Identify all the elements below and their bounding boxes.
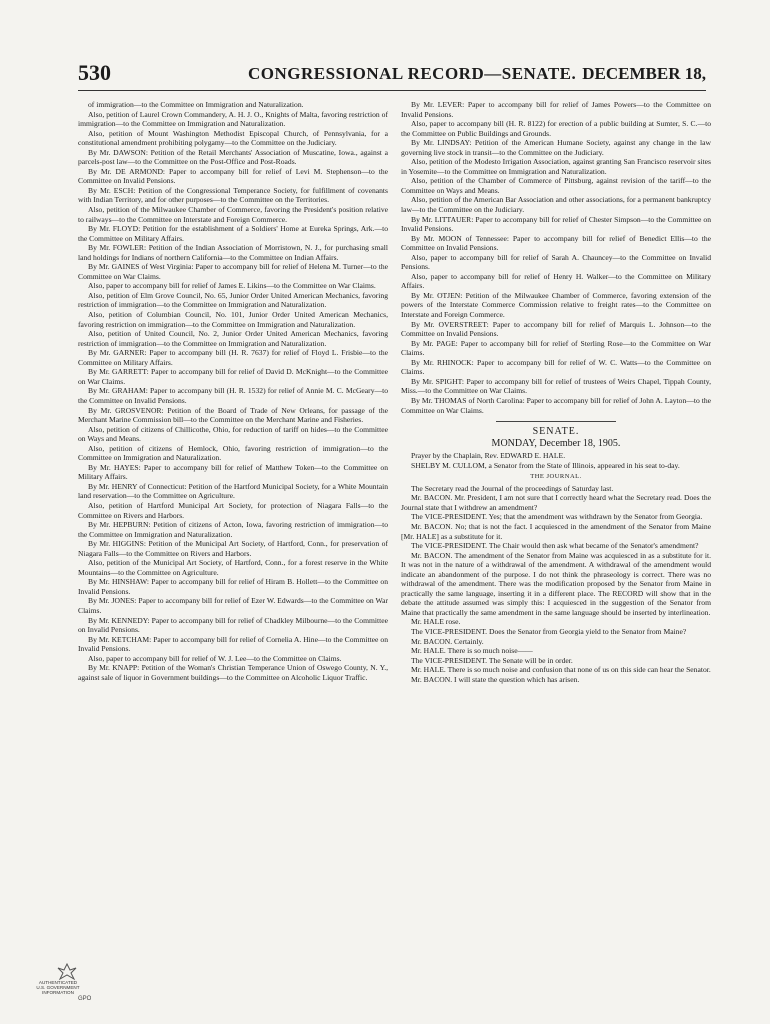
paragraph: Also, petition of the Milwaukee Chamber of Commerce, favoring the President's position relative to railways—to the Committee on Interstate and Foreign Commerce. bbox=[78, 205, 388, 224]
paragraph: Also, petition of Laurel Crown Commandery, A. H. J. O., Knights of Malta, favoring restriction of immigration—to the Committee on Immigration and Naturalization. bbox=[78, 109, 388, 129]
paragraph: By Mr. DE ARMOND: Paper to accompany bill for relief of Levi M. Stephenson—to the Committee on Invalid Pensions. bbox=[78, 166, 388, 186]
seal-text: AUTHENTICATED U.S. GOVERNMENT INFORMATION bbox=[36, 980, 80, 996]
left-column bbox=[78, 100, 388, 682]
paragraph: Also, petition of Mount Washington Methodist Episcopal Church, of Pennsylvania, for a constitutional amendment prohibiting polygamy—to the Committee on the Judiciary. bbox=[78, 128, 388, 148]
paragraph: By Mr. LEVER: Paper to accompany bill for relief of James Powers—to the Committee on Invalid Pensions. bbox=[401, 100, 711, 119]
paragraph: Also, petition of the Modesto Irrigation Association, against granting San Francisco reservoir sites in Yosemite—to the Committee on Immigration and Naturalization. bbox=[401, 157, 711, 176]
paragraph: By Mr. SPIGHT: Paper to accompany bill for relief of trustees of Weirs Chapel, Tippah County, Miss.—to the Committee on War Claims. bbox=[401, 376, 711, 396]
paragraph: Mr. BACON. Mr. President, I am not sure that I correctly heard what the Secretary read. Does the Journal state that I withdrew an amendment? bbox=[401, 493, 711, 512]
paragraph: SHELBY M. CULLOM, a Senator from the State of Illinois, appeared in his seat to-day. bbox=[411, 460, 680, 470]
paragraph: By Mr. KENNEDY: Paper to accompany bill for relief of Chadkley Milbourne—to the Committee on Invalid Pensions. bbox=[78, 615, 388, 635]
paragraph: By Mr. LITTAUER: Paper to accompany bill for relief of Chester Simpson—to the Committee on Invalid Pensions. bbox=[401, 214, 711, 234]
paragraph: Also, paper to accompany bill for relief of Henry H. Walker—to the Committee on Military Affairs. bbox=[401, 271, 711, 291]
paragraph: By Mr. PAGE: Paper to accompany bill for relief of Sterling Rose—to the Committee on War Claims. bbox=[401, 338, 711, 358]
paragraph: Also, paper to accompany bill for relief of W. J. Lee—to the Committee on Claims. bbox=[88, 653, 342, 663]
paragraph: By Mr. GRAHAM: Paper to accompany bill (H. R. 1532) for relief of Annie M. C. McGeary—to the Committee on Invalid Pensions. bbox=[78, 386, 388, 405]
paragraph: Mr. BACON. No; that is not the fact. I acquiesced in the amendment of the Senator from Maine [Mr. HALE] as a substitute for it. bbox=[401, 521, 711, 541]
paragraph: The VICE-PRESIDENT. The Chair would then ask what became of the Senator's amendment? bbox=[411, 541, 699, 551]
paragraph: Also, paper to accompany bill (H. R. 8122) for erection of a public building at Sumter, S. C.—to the Committee on Public Buildings and Grounds. bbox=[401, 119, 711, 138]
paragraph: The VICE-PRESIDENT. The Senate will be in order. bbox=[411, 655, 573, 665]
issue-date: DECEMBER 18, bbox=[582, 64, 706, 83]
paragraph: By Mr. FLOYD: Petition for the establishment of a Soldiers' Home at Eureka Springs, Ark.—to the Committee on Military Affairs. bbox=[78, 224, 388, 243]
paragraph: Mr. HALE. There is so much noise and confusion that none of us on this side can hear the Senator. bbox=[411, 665, 711, 675]
paragraph: Also, petition of the American Bar Association and other associations, for a permanent bankruptcy law—to the Committee on the Judiciary. bbox=[401, 195, 711, 215]
right-column-proceedings bbox=[401, 484, 711, 684]
paragraph: By Mr. OVERSTREET: Paper to accompany bill for relief of Marquis L. Johnson—to the Committee on Invalid Pensions. bbox=[401, 319, 711, 339]
paragraph: By Mr. KETCHAM: Paper to accompany bill for relief of Cornelia A. Hine—to the Committee on Invalid Pensions. bbox=[78, 634, 388, 654]
paragraph: of immigration—to the Committee on Immigration and Naturalization. bbox=[88, 100, 304, 109]
paragraph: By Mr. GARNER: Paper to accompany bill (H. R. 7637) for relief of Floyd L. Frisbie—to the Committee on Military Affairs. bbox=[78, 348, 388, 367]
paragraph: Mr. BACON. The amendment of the Senator from Maine was acquiesced in as a substitute for it. It was not in the nature of a withdrawal of the amendment. A withdrawal of the amendment would indicate an abandonment of the purpose. I do not think the phraseology is correct. There was no withdrawal of the amendment. There was the modification proposed by the Senator from Maine in practically the same language, inserting it in a different place. The RECORD will show that in the debate the attitude assumed was simply this: I acquiesced in the suggestion of the Senator from Maine that practically the same amendment in the same language should be inserted by interlineation. bbox=[401, 550, 711, 617]
right-column bbox=[401, 100, 711, 684]
page-number: 530 bbox=[78, 60, 111, 85]
paragraph: By Mr. JONES: Paper to accompany bill for relief of Ezer W. Edwards—to the Committee on War Claims. bbox=[78, 596, 388, 615]
paragraph: Also, petition of the Chamber of Commerce of Pittsburg, against revision of the tariff—to the Committee on Ways and Means. bbox=[401, 176, 711, 195]
header-rule bbox=[78, 90, 706, 91]
seal-mark: GPO bbox=[78, 996, 92, 1002]
paragraph: Also, paper to accompany bill for relief of James E. Likins—to the Committee on War Claims. bbox=[88, 281, 376, 291]
right-column-petitions bbox=[401, 100, 711, 415]
senate-section-heading bbox=[401, 421, 711, 448]
paragraph: By Mr. KNAPP: Petition of the Woman's Christian Temperance Union of Oswego County, N. Y., against sale of liquor in Government buildings—to the Committee on Alcoholic Liquor Traffic. bbox=[78, 663, 388, 682]
paragraph: By Mr. MOON of Tennessee: Paper to accompany bill for relief of Benedict Ellis—to the Committee on Invalid Pensions. bbox=[401, 233, 711, 253]
paragraph: By Mr. GROSVENOR: Petition of the Board of Trade of New Orleans, for passage of the Merchant Marine Commission bill—to the Committee on the Merchant Marine and Fisheries. bbox=[78, 405, 388, 425]
page-header bbox=[78, 60, 706, 90]
eagle-seal-icon bbox=[56, 962, 78, 982]
section-date: MONDAY, December 18, 1905. bbox=[491, 437, 621, 449]
paragraph: By Mr. ESCH: Petition of the Congressional Temperance Society, for fulfillment of covenants with Indian Territory, and for other purposes—to the Committee on the Territories. bbox=[78, 185, 388, 205]
paragraph: Also, petition of Columbian Council, No. 101, Junior Order United American Mechanics, favoring restriction on immigration—to the Committee on Immigration and Naturalization. bbox=[78, 310, 388, 329]
paragraph: The VICE-PRESIDENT. Yes; that the amendment was withdrawn by the Senator from Georgia. bbox=[411, 512, 703, 522]
gpo-seal bbox=[36, 962, 96, 1012]
paragraph: Mr. HALE rose. bbox=[411, 617, 461, 627]
paragraph: Also, petition of Hartford Municipal Art Society, for protection of Niagara Falls—to the Committee on Rivers and Harbors. bbox=[78, 500, 388, 520]
section-divider bbox=[496, 421, 616, 422]
paragraph: Prayer by the Chaplain, Rev. EDWARD E. HALE. bbox=[411, 451, 566, 461]
paragraph: Mr. BACON. I will state the question which has arisen. bbox=[411, 674, 580, 684]
paragraph: By Mr. GAINES of West Virginia: Paper to accompany bill for relief of Helena M. Turner—to the Committee on War Claims. bbox=[78, 262, 388, 281]
paragraph: By Mr. THOMAS of North Carolina: Paper to accompany bill for relief of John A. Layton—to the Committee on War Claims. bbox=[401, 395, 711, 415]
paragraph: By Mr. GARRETT: Paper to accompany bill for relief of David D. McKnight—to the Committee on War Claims. bbox=[78, 367, 388, 386]
paragraph: Also, petition of the Municipal Art Society, of Hartford, Conn., for a forest reserve in the White Mountains—to the Committee on Agriculture. bbox=[78, 558, 388, 577]
paragraph: Also, petition of Elm Grove Council, No. 65, Junior Order United American Mechanics, favoring restriction of immigration—to the Committee on Immigration and Naturalization. bbox=[78, 290, 388, 310]
paragraph: The VICE-PRESIDENT. Does the Senator from Georgia yield to the Senator from Maine? bbox=[411, 626, 687, 636]
paragraph: Also, petition of United Council, No. 2, Junior Order United American Mechanics, favoring restriction of immigration—to the Committee on Immigration and Naturalization. bbox=[78, 329, 388, 348]
paragraph: Also, petition of citizens of Chillicothe, Ohio, for reduction of tariff on hides—to the Committee on Ways and Means. bbox=[78, 424, 388, 444]
paragraph: By Mr. FOWLER: Petition of the Indian Association of Morristown, N. J., for purchasing small land holdings for Indians of northern California—to the Committee on Indian Affairs. bbox=[78, 243, 388, 262]
paragraph: By Mr. HEPBURN: Petition of citizens of Acton, Iowa, favoring restriction of immigration—to the Committee on Immigration and Naturalization. bbox=[78, 520, 388, 539]
journal-title: CONGRESSIONAL RECORD—SENATE. bbox=[248, 64, 577, 83]
section-title: SENATE. bbox=[532, 426, 580, 438]
paragraph: The Secretary read the Journal of the proceedings of Saturday last. bbox=[411, 483, 614, 493]
paragraph: By Mr. HINSHAW: Paper to accompany bill for relief of Hiram B. Hollett—to the Committee on Invalid Pensions. bbox=[78, 577, 388, 596]
paragraph: By Mr. HENRY of Connecticut: Petition of the Hartford Municipal Society, for a White Mountain land reservation—to the Committee on Agriculture. bbox=[78, 481, 388, 501]
paragraph: Also, petition of citizens of Hemlock, Ohio, favoring restriction of immigration—to the Committee on Immigration and Naturalization. bbox=[78, 443, 388, 463]
paragraph: Also, paper to accompany bill for relief of Sarah A. Chauncey—to the Committee on Invalid Pensions. bbox=[401, 252, 711, 272]
paragraph: By Mr. HIGGINS: Petition of the Municipal Art Society, of Hartford, Conn., for preservation of Niagara Falls—to the Committee on Rivers and Harbors. bbox=[78, 539, 388, 558]
paragraph: By Mr. OTJEN: Petition of the Milwaukee Chamber of Commerce, favoring extension of the powers of the Interstate Commerce Commission relative to freight rates—to the Committee on Interstate and Foreign Commerce. bbox=[401, 290, 711, 320]
paragraph: By Mr. RHINOCK: Paper to accompany bill for relief of W. C. Watts—to the Committee on Claims. bbox=[401, 357, 711, 377]
journal-heading: THE JOURNAL. bbox=[530, 473, 582, 481]
paragraph: By Mr. LINDSAY: Petition of the American Humane Society, against any change in the law governing live stock in transit—to the Committee on the Judiciary. bbox=[401, 138, 711, 157]
paragraph: By Mr. HAYES: Paper to accompany bill for relief of Matthew Token—to the Committee on Military Affairs. bbox=[78, 462, 388, 482]
paragraph: By Mr. DAWSON: Petition of the Retail Merchants' Association of Muscatine, Iowa., against a parcels-post law—to the Committee on the Post-Office and Post-Roads. bbox=[78, 147, 388, 167]
paragraph: Mr. BACON. Certainly. bbox=[411, 636, 484, 646]
paragraph: Mr. HALE. There is so much noise—— bbox=[411, 646, 533, 656]
right-column-intro bbox=[401, 451, 711, 470]
